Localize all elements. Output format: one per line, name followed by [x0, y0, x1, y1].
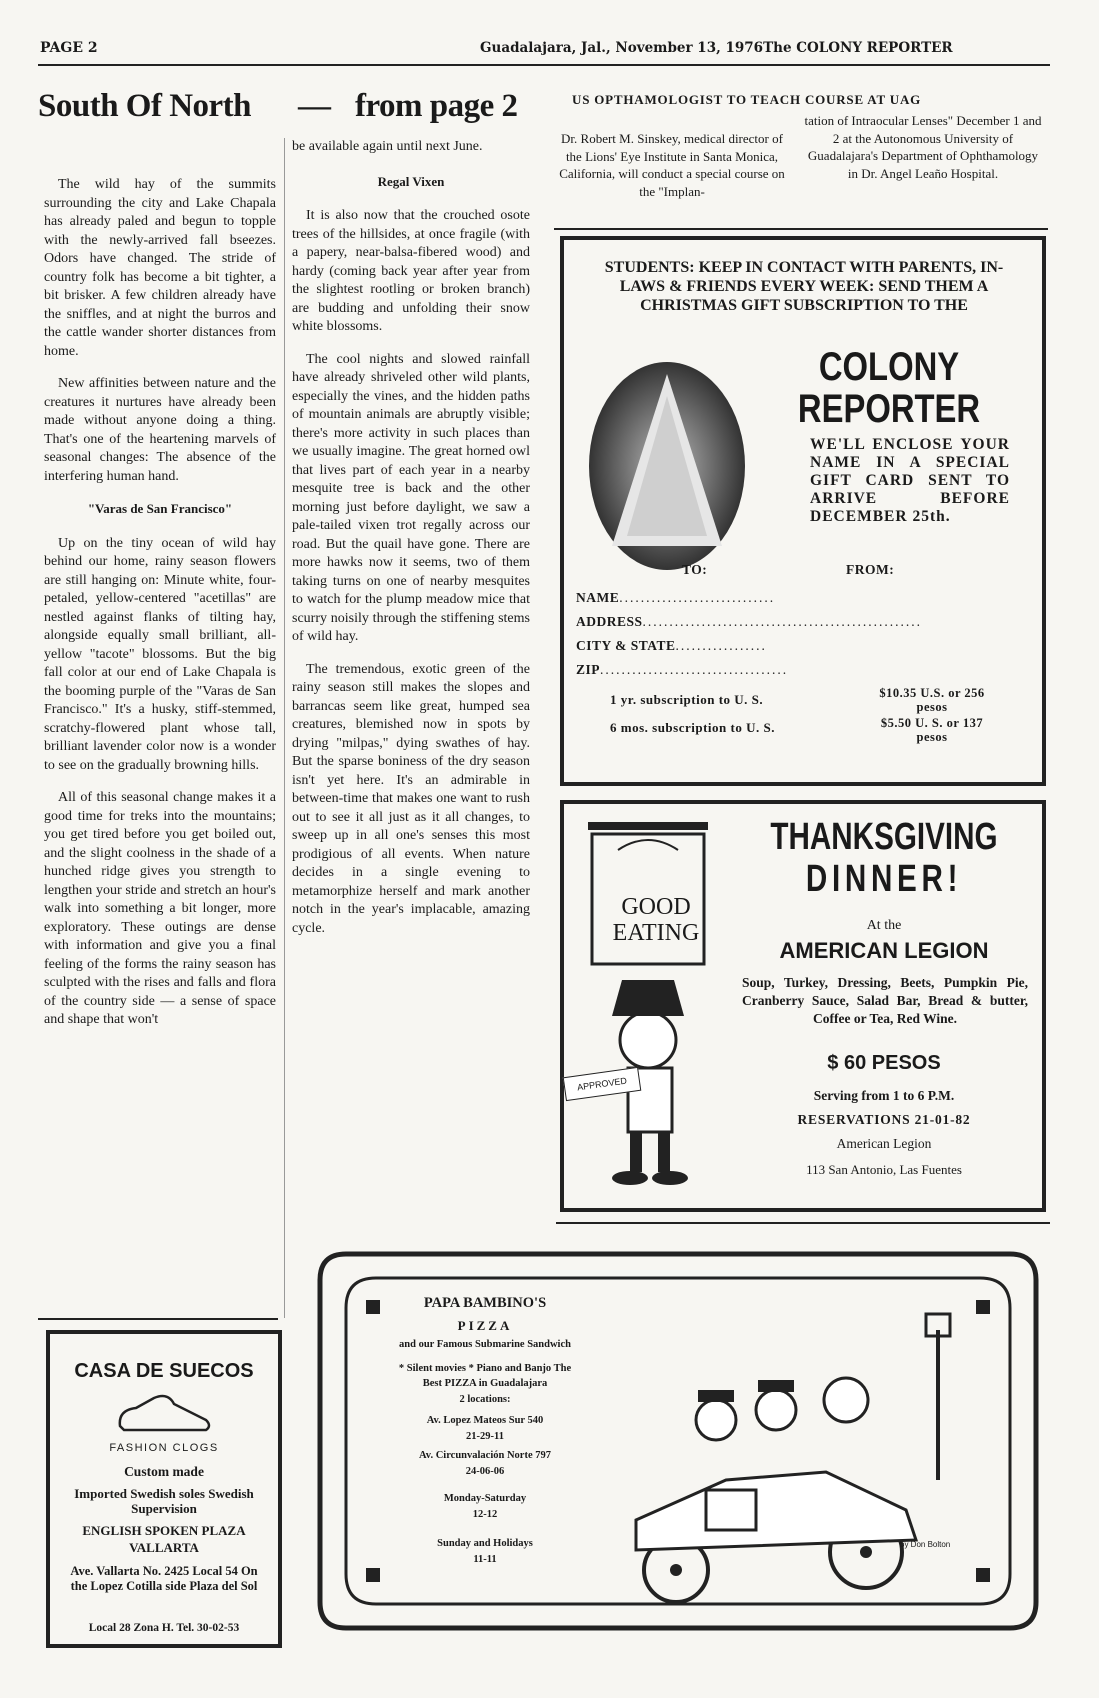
organization-name: American Legion	[836, 1136, 932, 1151]
address-label: ADDRESS	[576, 614, 643, 629]
brief-title: US OPTHAMOLOGIST TO TEACH COURSE AT UAG	[572, 92, 922, 107]
pilgrim-hat	[612, 980, 684, 1016]
dateline-text: Guadalajara, Jal., November 13, 1976	[480, 40, 764, 56]
masthead-text: The COLONY REPORTER	[763, 40, 953, 56]
rate-2-label: 6 mos. subscription to U. S.	[610, 720, 775, 735]
enclose-notice: WE'LL ENCLOSE YOUR NAME IN A SPECIAL GIFT CARD SENT TO ARRIVE BEFORE DECEMBER 25th.	[810, 436, 1010, 525]
wheel-hub	[670, 1564, 682, 1576]
article-column-2	[292, 138, 530, 952]
venue-name: AMERICAN LEGION	[779, 938, 989, 963]
from-label: FROM:	[846, 562, 895, 577]
headline-dash: —	[298, 88, 331, 124]
christmas-tree-illustration	[582, 356, 752, 576]
corner-square	[366, 1568, 380, 1582]
dots: ....................................................	[642, 614, 923, 629]
subhead-varas: "Varas de San Francisco"	[87, 501, 233, 516]
corner-square	[976, 1568, 990, 1582]
pilgrim-leg	[658, 1132, 670, 1172]
subscription-headline: STUDENTS: KEEP IN CONTACT WITH PARENTS, IN-LAWS & FRIENDS EVERY WEEK: SEND THEM A CHRISTMAS GIFT SUBSCRIPTION TO THE	[604, 259, 1004, 314]
pilgrim-illustration	[578, 820, 728, 1202]
page-number: PAGE 2	[40, 40, 98, 56]
dinner-menu: Soup, Turkey, Dressing, Beets, Pumpkin Pie, Cranberry Sauce, Salad Bar, Bread & butter, Coffee or Tea, Red Wine.	[742, 975, 1028, 1026]
subscription-ad	[560, 236, 1046, 786]
bowler-hat	[758, 1380, 794, 1392]
wheel-hub	[860, 1546, 872, 1558]
pilgrim-face	[620, 1012, 676, 1068]
passenger-head	[824, 1378, 868, 1422]
illustrator-credit: by Don Bolton	[900, 1540, 951, 1549]
custom-made-line: Custom made	[124, 1464, 204, 1479]
swedish-soles-line: Imported Swedish soles Swedish Supervision	[74, 1486, 254, 1516]
reservations: RESERVATIONS 21-01-82	[797, 1112, 971, 1127]
location-1: Av. Lopez Mateos Sur 540	[426, 1415, 544, 1426]
headline-left: South Of North	[38, 88, 252, 124]
location-2: Av. Circunvalación Norte 797	[418, 1450, 552, 1461]
address-field[interactable]	[576, 614, 922, 630]
good-eating-sign: GOOD EATING	[612, 894, 700, 946]
location-1-phone: 21-29-11	[466, 1430, 504, 1442]
shop-address: Ave. Vallarta No. 2425 Local 54 On the Lopez Cotilla side Plaza del Sol	[70, 1564, 258, 1593]
paragraph: It is also now that the crouched osote trees of the hillsides, at once fragile (with a papery, near-balsa-fibered wood) and hardy (coming back year after year from the slightest rootling or broken branch) are budding and unfolding their snow white blossoms.	[292, 208, 530, 334]
dots: .............................	[619, 590, 776, 605]
approved-card: APPROVED	[563, 1067, 642, 1101]
paragraph: New affinities between nature and the creatures it nurtures have already been made without anyone doing a thing. That's one of the heartening marvels of seasonal changes: The absence of the interfering human hand.	[44, 376, 276, 484]
features-line: * Silent movies * Piano and Banjo The Best PIZZA in Guadalajara	[398, 1362, 572, 1389]
restaurant-name: PAPA BAMBINO'S	[423, 1295, 547, 1311]
papa-bambinos-text	[390, 1296, 580, 1567]
shop-name: CASA DE SUECOS	[74, 1360, 254, 1382]
corner-square	[366, 1300, 380, 1314]
brief-column-a: Dr. Robert M. Sinskey, medical director of the Lions' Eye Institute in Santa Monica, California, will conduct a special course on the "Implan-	[559, 131, 785, 199]
dots: ...................................	[600, 662, 789, 677]
location-2-phone: 24-06-06	[465, 1465, 505, 1477]
passenger-head	[696, 1400, 736, 1440]
shop-tagline: FASHION CLOGS	[109, 1442, 219, 1454]
passenger-head	[756, 1390, 796, 1430]
article-end-rule	[38, 1318, 278, 1320]
thanksgiving-ad	[560, 800, 1046, 1212]
dots: .................	[675, 638, 767, 653]
weekday-hours: 12-12	[472, 1508, 498, 1520]
paragraph: The tremendous, exotic green of the rainy season still makes the slopes and barrancas seem like great, humped sea creatures, blemished now in spots by drying "milpas," dying swathes of hay. But the sparse boniness of the dry season isn't yet here. It's an admirable in between-time that makes one want to rush out to see it all just as it all changes, to sweep up in all one's senses this most prodigious of all events. When nature decides in a single evening to metamorphize herself and mark another notch in the year's implacable, amazing cycle.	[292, 661, 530, 936]
brief-rule	[554, 228, 1048, 230]
thanksgiving-title	[767, 816, 1001, 900]
sign-ornament	[618, 840, 678, 850]
brief-column-b: tation of Intraocular Lenses" December 1 and 2 at the Autonomous University of Guadalajara's Department of Ophthamology in Dr. Angel Leaño Hospital.	[804, 113, 1042, 181]
title-line-1: THANKSGIVING	[770, 816, 998, 858]
subhead-regal-vixen: Regal Vixen	[377, 173, 445, 189]
paragraph: Up on the tiny ocean of wild hay behind our home, rainy season flowers are still hanging on: Minute white, four-petaled, yellow-centered "acetillas" are nestled against flanks of tilting hay, alongside equally small brilliant, all-yellow "tacote" blossoms. But the big fall color at our end of Lake Chapala is the booming purple of the "Varas de San Francisco." It's a husky, stiff-stemmed, scratchy-flowered plant whose tall, brilliant lavender color now is a wonder to see on the gradually browning hills.	[44, 535, 276, 773]
title-line-2: DINNER!	[805, 858, 963, 900]
venue-address: 113 San Antonio, Las Fuentes	[806, 1162, 962, 1177]
sign-top	[588, 822, 708, 830]
name-label: NAME	[576, 590, 620, 605]
pilgrim-shoe	[652, 1171, 688, 1185]
rate-1-label: 1 yr. subscription to U. S.	[610, 692, 764, 707]
pizza-label: PIZZA	[457, 1317, 513, 1333]
car-body	[636, 1472, 916, 1550]
paragraph: be available again until next June.	[292, 139, 483, 154]
brand-line-2: REPORTER	[797, 387, 981, 431]
zip-field[interactable]	[576, 662, 788, 678]
serving-hours: Serving from 1 to 6 P.M.	[813, 1088, 955, 1103]
zip-label: ZIP	[576, 662, 601, 677]
paragraph: All of this seasonal change makes it a good time for treks into the mountains; you get tired before you get boiled out, and the slight coolness in the shade of a hunched ridge gives you strength to lengthen your stride and stretch an hour's walk into something a bit longer, more exploratory. These outings are dense with information and give you a final feeling of the forms the rainy season has sculpted with the rises and falls and flora of the country side — a sense of space and shape that won't	[44, 790, 276, 1027]
sub-sandwich-line: and our Famous Submarine Sandwich	[399, 1339, 571, 1350]
locations-label: 2 locations:	[459, 1393, 511, 1405]
dateline	[480, 40, 953, 56]
headline-right: from page 2	[355, 88, 518, 124]
column-divider	[284, 138, 285, 1318]
rate-2-price: $5.50 U. S. or 137 pesos	[880, 716, 984, 744]
colony-reporter-brand	[778, 346, 999, 430]
pilgrim-shoe	[612, 1171, 648, 1185]
casa-de-suecos-ad	[46, 1330, 282, 1648]
english-spoken-line: ENGLISH SPOKEN PLAZA VALLARTA	[82, 1523, 246, 1555]
rate-1-price: $10.35 U.S. or 256 pesos	[879, 686, 985, 714]
shop-phone: Local 28 Zona H. Tel. 30-02-53	[88, 1622, 240, 1634]
bowler-hat	[698, 1390, 734, 1402]
to-label: TO:	[682, 562, 708, 577]
name-field[interactable]	[576, 590, 775, 606]
at-the-label: At the	[866, 918, 902, 933]
weekday-hours-label: Monday-Saturday	[443, 1493, 527, 1504]
clog-icon	[114, 1390, 214, 1436]
weekend-hours-label: Sunday and Holidays	[437, 1538, 533, 1549]
ad-separator-rule	[556, 1222, 1050, 1224]
paragraph: The wild hay of the summits surrounding the city and Lake Chapala has already paled and begun to topple with the newly-arrived fall bseezes. Odors have changed. The stride of country folk has become a bit tighter, a bit brisker. A few children already have the sniffles, and at night the burros and the cattle wander shorter distances from home.	[44, 177, 276, 359]
city-state-field[interactable]	[576, 638, 767, 654]
weekend-hours: 11-11	[473, 1553, 497, 1565]
corner-square	[976, 1300, 990, 1314]
article-column-1	[44, 176, 276, 1044]
paragraph: The cool nights and slowed rainfall have already shriveled other wild plants, especially the vines, and the hidden paths of mountain animals are abruptly visible; there's more activity in such places than we usually imagine. The great horned owl that lives part of each year in a nearby mesquite tree is back and the other morning just before daylight, we saw a pale-tailed vixen trot regally across our road. But the quail have gone. There are more hawks now it seems, two of them taking turns on one of nearby mesquites to watch for the plump meadow mice that scurry noisily through the stiffening stems of wild hay.	[292, 351, 530, 644]
city-state-label: CITY & STATE	[576, 638, 676, 653]
pilgrim-leg	[630, 1132, 642, 1172]
header-rule	[38, 64, 1050, 66]
dinner-price: $ 60 PESOS	[827, 1052, 941, 1074]
brand-line-1: COLONY	[818, 345, 960, 389]
